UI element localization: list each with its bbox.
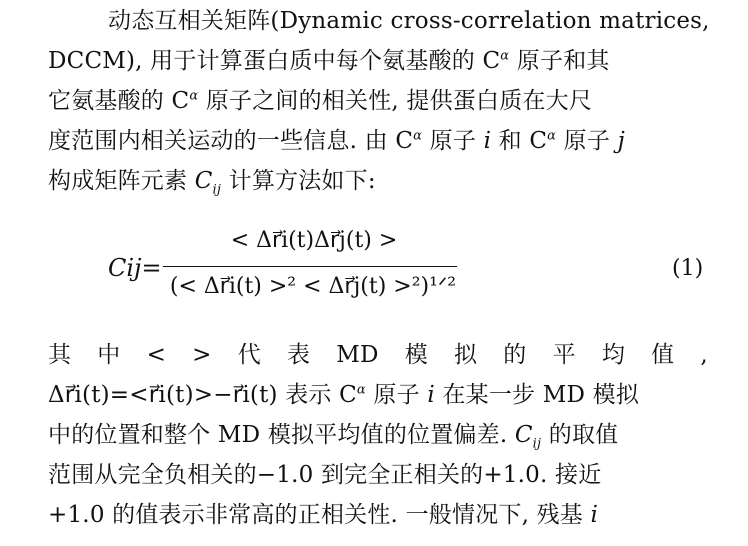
text: +1.0 的值表示非常高的正相关性. 一般情况下, 残基	[48, 502, 591, 528]
word: 值	[651, 342, 675, 368]
equation-denominator: (< Δr⃗i(t) >² < Δr⃗j(t) >²)¹ᐟ²	[169, 274, 457, 299]
para1-line3	[48, 86, 708, 116]
text: 它氨基酸的 C	[48, 88, 190, 114]
equation-number: (1)	[672, 256, 704, 281]
text: 原子之间的相关性, 提供蛋白质在大尺	[198, 88, 593, 114]
text: 构成矩阵元素	[48, 168, 195, 194]
word: 表	[286, 342, 311, 368]
text: 原子和其	[509, 48, 610, 74]
equation-lhs: Cij=	[108, 254, 162, 282]
equation-1	[0, 222, 748, 312]
text: 动态互相关矩阵(Dynamic cross-correlation matrices,	[108, 8, 710, 34]
text: 原子	[422, 128, 484, 154]
text: 计算方法如下:	[221, 168, 376, 194]
subscript-ij: ij	[212, 182, 222, 198]
fraction-bar	[163, 266, 457, 267]
para1-line4	[48, 126, 708, 156]
para1-line5	[48, 166, 708, 196]
equation-numerator: < Δr⃗i(t)Δr⃗j(t) >	[230, 228, 398, 253]
word: 的	[503, 342, 527, 368]
var-i: i	[427, 382, 435, 408]
text: 在某一步 MD 模拟	[434, 382, 640, 408]
text: 原子	[556, 128, 618, 154]
alpha-superscript: α	[356, 382, 366, 398]
alpha-superscript: α	[500, 48, 510, 64]
alpha-superscript: α	[547, 128, 557, 144]
para2-line4	[48, 460, 708, 490]
text: 和 C	[491, 128, 548, 154]
var-i: i	[483, 128, 492, 154]
text: Δr⃗i(t)=<r⃗i(t)>−r⃗i(t) 表示 C	[48, 382, 357, 408]
word: 中	[97, 342, 121, 368]
word: 拟	[454, 342, 478, 368]
para2-line3	[48, 420, 708, 450]
para1-line1	[108, 6, 708, 36]
text: 范围从完全负相关的−1.0 到完全正相关的+1.0. 接近	[48, 462, 602, 488]
para1-line2	[48, 46, 708, 76]
text: DCCM), 用于计算蛋白质中每个氨基酸的 C	[48, 48, 501, 74]
word: 代	[237, 342, 261, 368]
var-C: C	[194, 168, 213, 194]
text: 原子	[365, 382, 428, 408]
para2-line1	[48, 340, 708, 370]
alpha-superscript: α	[413, 128, 423, 144]
word: MD	[336, 342, 379, 368]
word: 平	[552, 342, 576, 368]
word: 均	[601, 342, 626, 368]
text: 中的位置和整个 MD 模拟平均值的位置偏差.	[48, 422, 515, 448]
word: >	[192, 342, 212, 368]
word: 其	[48, 342, 72, 368]
para2-line5	[48, 500, 708, 530]
text: 的取值	[541, 422, 619, 448]
var-j: j	[617, 128, 625, 154]
var-C: C	[514, 422, 533, 448]
word: <	[146, 342, 167, 368]
alpha-superscript: α	[189, 88, 199, 104]
text: 度范围内相关运动的一些信息. 由 C	[48, 128, 414, 154]
para2-line2	[48, 380, 708, 410]
var-i: i	[590, 502, 599, 528]
word: 模	[404, 342, 428, 368]
subscript-ij: ij	[532, 436, 542, 452]
word: ,	[700, 342, 708, 368]
